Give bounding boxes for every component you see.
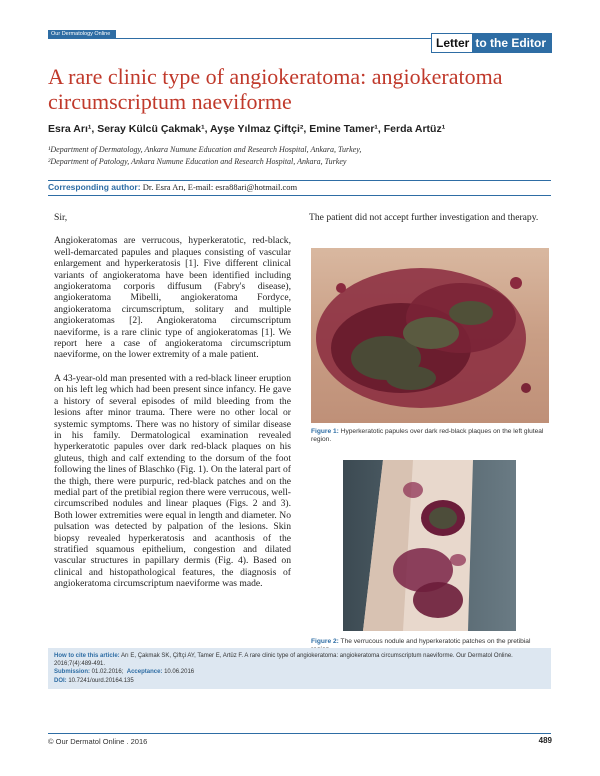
figure-1-image bbox=[311, 248, 549, 423]
footer-copyright: © Our Dermatol Online . 2016 bbox=[48, 737, 148, 746]
figure-2-illustration bbox=[343, 460, 516, 631]
article-title: A rare clinic type of angiokeratoma: angiokeratoma circumscriptum naeviforme bbox=[48, 64, 503, 114]
body-paragraph-1: Angiokeratomas are verrucous, hyperkeratotic, red-black, well-demarcated papules and plaques consisting of vascular enlargement and hyperkeratosis [1]. Five different clinical variants of angiokeratoma have been identified including angiokeratoma corporis diffusum (Fabry's disease), angiokeratoma Mibelli, angiokeratoma Fordyce, angiokeratoma circumscriptum, solitary and multiple angiokeratomas [2]. Angiokeratoma circumscriptum naeviforme, is a rare clinic type of angiokeratomas [1]. We report here a case of angiokeratoma circumscriptum naeviforme, on the lower extremity of a male patient. bbox=[54, 235, 291, 361]
figure-2-label: Figure 2: bbox=[311, 638, 339, 645]
salutation: Sir, bbox=[54, 212, 68, 223]
affiliation-2: ²Department of Patology, Ankara Numune Education and Research Hospital, Ankara, Turkey bbox=[48, 157, 347, 166]
cite-label: How to cite this article: bbox=[54, 653, 120, 659]
journal-tag: Our Dermatology Online bbox=[48, 30, 116, 39]
author-list: Esra Arı¹, Seray Külcü Çakmak¹, Ayşe Yılmaz Çiftçi², Emine Tamer¹, Ferda Artüz¹ bbox=[48, 123, 446, 135]
submission-label: Submission: bbox=[54, 669, 91, 676]
corresponding-rule-top bbox=[48, 180, 551, 181]
section-label bbox=[431, 33, 552, 53]
figure-2-caption-text: The verrucous nodule and hyperkeratotic patches on the pretibial bbox=[340, 638, 531, 645]
corresponding-rule-bottom bbox=[48, 195, 551, 196]
citation-box bbox=[48, 648, 551, 689]
cite-text: Arı E, Çakmak SK, Çiftçi AY, Tamer E, Artüz F. A rare clinic type of angiokeratoma: angiokeratoma circumscriptum naeviforme. Our Dermatol Online. 2016;7(4):489-491. bbox=[54, 653, 513, 668]
corresponding-label: Corresponding author: bbox=[48, 182, 141, 192]
body-paragraph-3: The patient did not accept further investigation and therapy. bbox=[309, 212, 539, 223]
doi-label: DOI: bbox=[54, 677, 67, 684]
body-paragraph-2: A 43-year-old man presented with a red-black lineer eruption on his left leg which had been present since infancy. He gave a history of several episodes of mild bleeding from the lesions after minor trauma. There were no other local or systemic symptoms. There was no history of similar disease in his family. Dermatological examination revealed hyperkeratotic papules over dark red-black plaques on his gluteus, thigh and calf extending to the dorsum of the foot following the lines of Blaschko (Fig. 1). On the lateral part of the thigh, there were purpuric, red-black patches and on the medial part of the pretibial region there were verrucous, well-circumscribed nodules and linear plaques (Figs. 2 and 3). Both lower extremities were equal in length and diameter. No pulsation was detected by palpation of the lesions. Skin biopsy revealed hyperkeratosis and acanthosis of the stratified squamous epithelium, congestion and dilated vascular structures in papillary dermis (Fig. 4). Based on clinical and histopathological features, the diagnosis of angiokeratoma circumscriptum naeviforme was made. bbox=[54, 372, 291, 590]
body-column-left bbox=[54, 212, 291, 602]
affiliation-1: ¹Department of Dermatology, Ankara Numune Education and Research Hospital, Ankara, Turkey, bbox=[48, 145, 362, 154]
doi-value: 10.7241/ourd.20164.135 bbox=[66, 677, 134, 684]
page-number: 489 bbox=[538, 736, 552, 745]
corresponding-author bbox=[48, 182, 297, 192]
figure-1-caption-text: Hyperkeratotic papules over dark red-black plaques on the left gluteal region. bbox=[311, 428, 544, 444]
section-label-word2: to the Editor bbox=[472, 34, 551, 52]
doi-line bbox=[54, 677, 545, 685]
figure-1-label: Figure 1: bbox=[311, 428, 339, 435]
section-label-word1: Letter bbox=[432, 34, 472, 52]
acceptance-date: 10.06.2016 bbox=[162, 669, 195, 676]
figure-2-image bbox=[343, 460, 516, 631]
submission-date: 01.02.2016; bbox=[90, 669, 124, 676]
acceptance-label: Acceptance: bbox=[126, 669, 163, 676]
body-column-right bbox=[309, 212, 547, 235]
dates-line bbox=[54, 668, 545, 676]
figure-1-illustration bbox=[311, 248, 549, 423]
footer-rule bbox=[48, 733, 551, 734]
figure-1-caption bbox=[311, 428, 549, 444]
corresponding-text: Dr. Esra Arı, E-mail: esra88ari@hotmail.com bbox=[140, 182, 298, 192]
citation-line bbox=[54, 652, 545, 668]
